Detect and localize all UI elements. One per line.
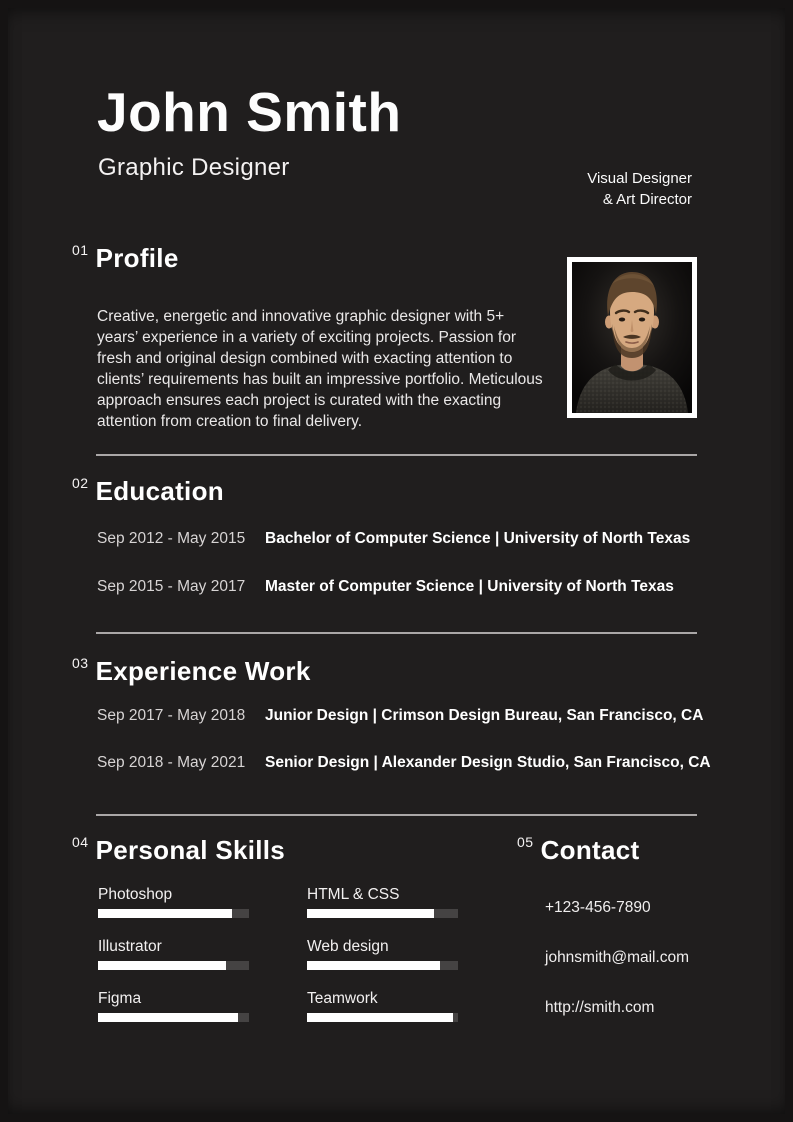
- person-job-title: Graphic Designer: [98, 154, 290, 181]
- job-detail: Senior Design | Alexander Design Studio, San Francisco, CA: [265, 754, 711, 771]
- experience-row: [97, 707, 703, 725]
- section-education-heading: [72, 475, 224, 506]
- skill-label: Figma: [98, 990, 142, 1007]
- skill-label: HTML & CSS: [307, 886, 400, 903]
- date-range: Sep 2017 - May 2018: [97, 707, 246, 724]
- section-experience-heading: [72, 655, 311, 686]
- degree-detail: Master of Computer Science | University of North Texas: [265, 578, 674, 595]
- skills-column-right: [307, 886, 467, 1042]
- skill-item: [307, 886, 467, 918]
- person-name: John Smith: [97, 81, 402, 143]
- date-range: Sep 2015 - May 2017: [97, 578, 246, 595]
- section-title: Education: [95, 476, 224, 506]
- job-detail: Junior Design | Crimson Design Bureau, San Francisco, CA: [265, 707, 704, 724]
- section-title: Experience Work: [95, 656, 311, 686]
- section-profile-heading: [72, 242, 179, 273]
- skill-bar-fill: [307, 1013, 453, 1022]
- date-range: Sep 2018 - May 2021: [97, 754, 246, 771]
- skill-bar-fill: [98, 961, 226, 970]
- skill-bar-fill: [98, 1013, 238, 1022]
- portrait-photo: [567, 257, 697, 418]
- skill-bar: [307, 1013, 458, 1022]
- skill-item: [98, 990, 258, 1022]
- divider: [96, 814, 697, 816]
- section-number: 05: [517, 834, 534, 850]
- skill-bar: [98, 961, 249, 970]
- skill-label: Teamwork: [307, 990, 378, 1007]
- degree-detail: Bachelor of Computer Science | University of North Texas: [265, 530, 691, 547]
- skill-bar: [307, 909, 458, 918]
- skills-column-left: [98, 886, 258, 1042]
- skill-bar: [98, 909, 249, 918]
- skill-label: Web design: [307, 938, 389, 955]
- skill-bar: [98, 1013, 249, 1022]
- skill-item: [307, 990, 467, 1022]
- section-title: Profile: [95, 243, 179, 273]
- skill-bar-fill: [307, 961, 440, 970]
- section-title: Contact: [540, 835, 640, 865]
- divider: [96, 632, 697, 634]
- skill-item: [98, 938, 258, 970]
- section-number: 04: [72, 834, 89, 850]
- profile-paragraph: Creative, energetic and innovative graphic designer with 5+ years’ experience in a variety of exciting projects. Passion for fresh and original design combined with exacting attention to clients’ requirements has built an impressive portfolio. Meticulous approach ensures each project is curated with the exacting attention from creation to final delivery.: [97, 307, 543, 430]
- contact-email: johnsmith@mail.com: [545, 949, 690, 966]
- education-row: [97, 530, 690, 548]
- section-number: 02: [72, 475, 89, 491]
- education-row: [97, 578, 674, 596]
- skill-bar-fill: [98, 909, 232, 918]
- man-portrait-illustration: [572, 262, 692, 413]
- role-tag-line1: Visual Designer: [587, 170, 692, 187]
- section-contact-heading: [517, 834, 640, 865]
- skill-item: [307, 938, 467, 970]
- divider: [96, 454, 697, 456]
- section-skills-heading: [72, 834, 286, 865]
- role-tag-line2: & Art Director: [602, 191, 692, 208]
- skill-bar-fill: [307, 909, 434, 918]
- contact-phone: +123-456-7890: [545, 899, 651, 916]
- section-title: Personal Skills: [95, 835, 286, 865]
- skill-label: Illustrator: [98, 938, 162, 955]
- experience-row: [97, 754, 711, 772]
- date-range: Sep 2012 - May 2015: [97, 530, 246, 547]
- section-number: 01: [72, 242, 89, 258]
- contact-list: [545, 899, 689, 1049]
- skill-bar: [307, 961, 458, 970]
- skill-item: [98, 886, 258, 918]
- skill-label: Photoshop: [98, 886, 173, 903]
- contact-website: http://smith.com: [545, 999, 655, 1016]
- section-number: 03: [72, 655, 89, 671]
- role-tag: [587, 168, 692, 210]
